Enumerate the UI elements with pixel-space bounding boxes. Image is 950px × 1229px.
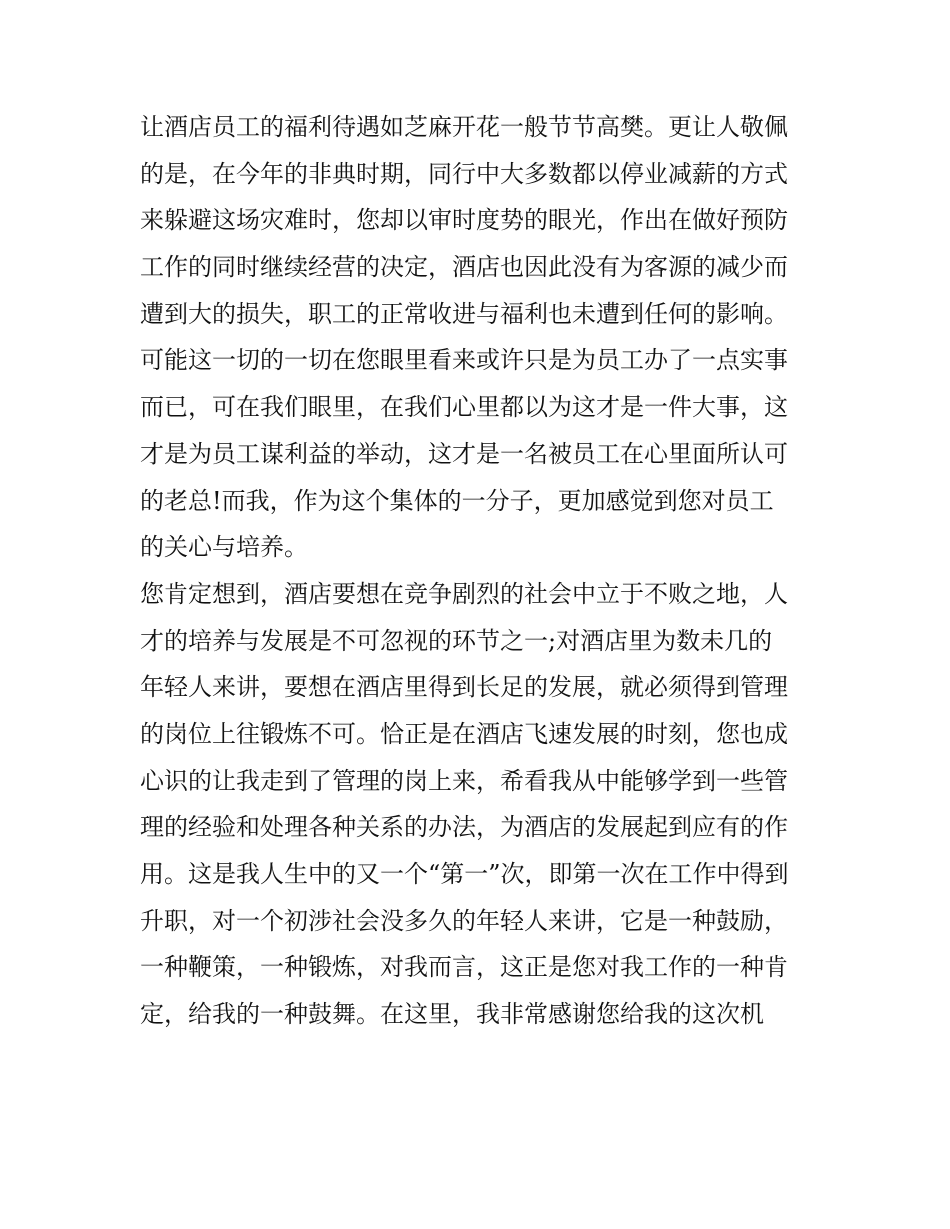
- text-line: 用。这是我人生中的又一个“第一”次，即第一次在工作中得到: [140, 860, 789, 888]
- text-line: 年轻人来讲，要想在酒店里得到长足的发展，就必须得到管理: [140, 673, 788, 702]
- text-line: 的老总!而我，作为这个集体的一分子，更加感觉到您对员工: [140, 486, 774, 515]
- text-line: 您肯定想到，酒店要想在竞争剧烈的社会中立于不败之地，人: [140, 579, 788, 608]
- text-line: 才的培养与发展是不可忽视的环节之一;对酒店里为数未几的: [140, 626, 773, 655]
- text-line: 的关心与培养。: [140, 533, 308, 562]
- text-line: 一种鞭策，一种锻炼，对我而言，这正是您对我工作的一种肯: [140, 953, 788, 982]
- text-line: 而已，可在我们眼里，在我们心里都以为这才是一件大事，这: [140, 393, 788, 422]
- text-line: 定，给我的一种鼓舞。在这里，我非常感谢您给我的这次机: [140, 1000, 764, 1029]
- text-line: 的岗位上往锻炼不可。恰正是在酒店飞速发展的时刻，您也成: [140, 719, 788, 748]
- text-line: 心识的让我走到了管理的岗上来，希看我从中能够学到一些管: [140, 766, 788, 795]
- text-line: 工作的同时继续经营的决定，酒店也因此没有为客源的减少而: [140, 253, 788, 282]
- text-line: 理的经验和处理各种关系的办法，为酒店的发展起到应有的作: [140, 813, 788, 842]
- text-line: 升职，对一个初涉社会没多久的年轻人来讲，它是一种鼓励，: [140, 906, 788, 935]
- text-line: 的是，在今年的非典时期，同行中大多数都以停业减薪的方式: [140, 159, 788, 188]
- text-line: 来躲避这场灾难时，您却以审时度势的眼光，作出在做好预防: [140, 206, 788, 235]
- text-line: 遭到大的损失，职工的正常收进与福利也未遭到任何的影响。: [140, 299, 788, 328]
- text-line: 让酒店员工的福利待遇如芝麻开花一般节节高樊。更让人敬佩: [140, 113, 788, 141]
- document-body: [140, 104, 830, 1038]
- text-line: 才是为员工谋利益的举动，这才是一名被员工在心里面所认可: [140, 439, 788, 468]
- text-line: 可能这一切的一切在您眼里看来或许只是为员工办了一点实事: [140, 346, 788, 375]
